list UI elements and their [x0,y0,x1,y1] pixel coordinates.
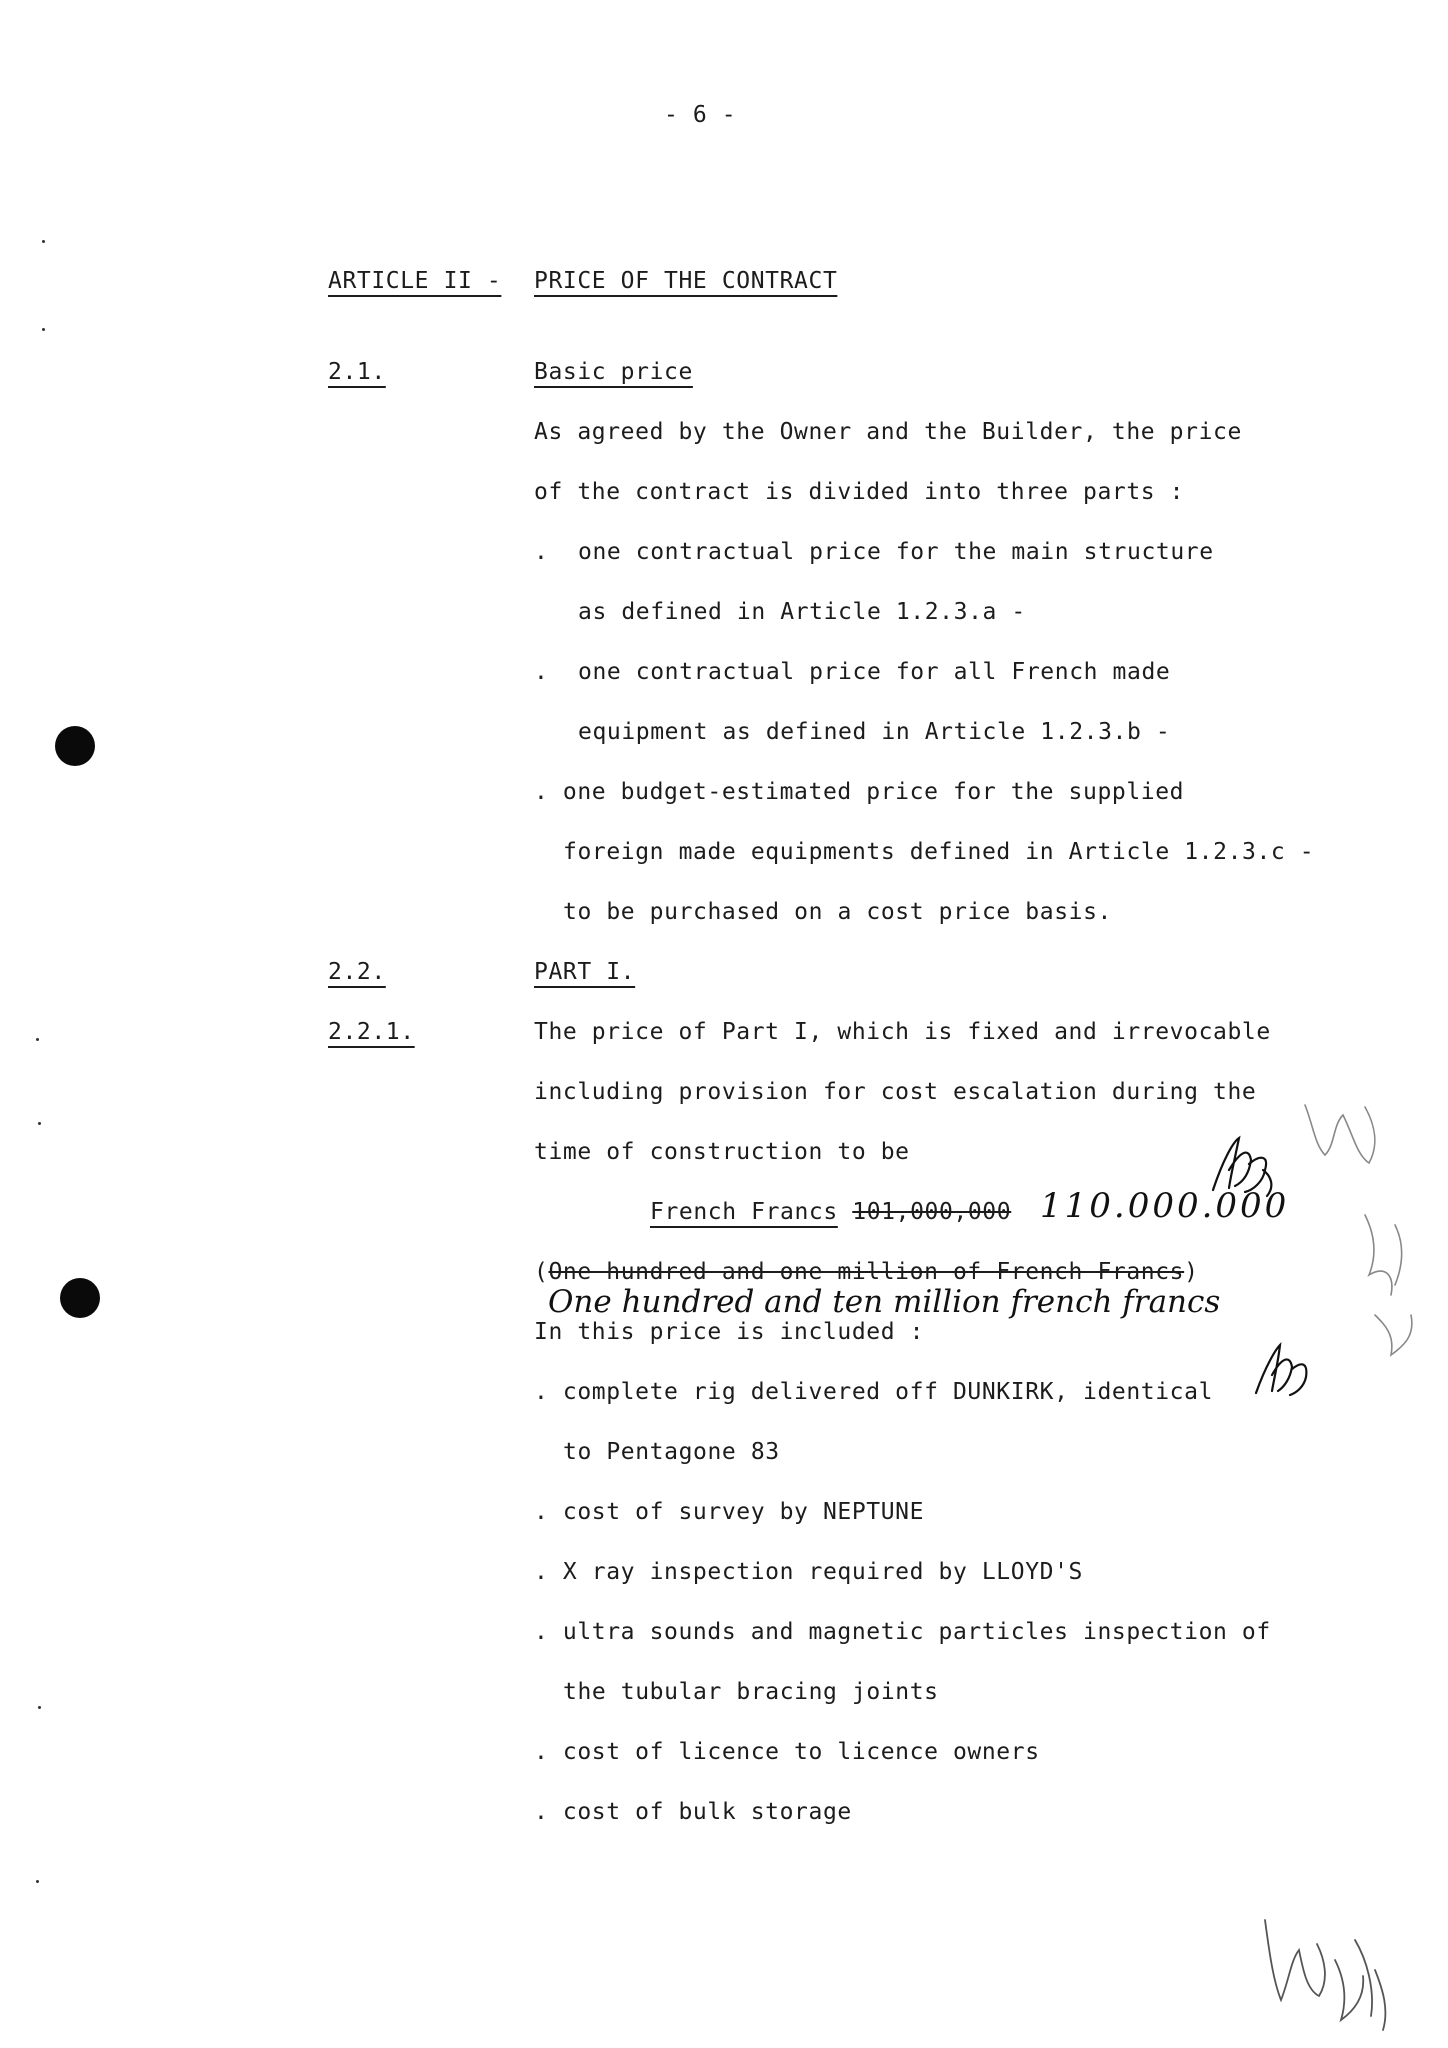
paragraph-line: time of construction to be [534,1139,910,1165]
included-item: . X ray inspection required by LLOYD'S [534,1559,1083,1585]
handwritten-initials [1250,1335,1320,1405]
corner-initials [1255,1900,1405,2040]
scan-speck [36,1038,39,1041]
scan-speck [42,240,45,243]
paragraph-line: of the contract is divided into three parts : [534,479,1185,505]
section-heading-basic-price: Basic price [534,359,693,385]
faint-paraph [1355,1205,1435,1365]
price-words-struck: One hundred and one million of French Francs [548,1259,1185,1285]
scan-speck [38,1122,41,1125]
bullet-line: one contractual price for the main structure [578,539,1214,565]
paragraph-line: including provision for cost escalation during the [534,1079,1257,1105]
section-number-2-2: 2.2. [328,959,386,985]
bullet-line: one contractual price for all French made [578,659,1171,685]
price-struck: 101,000,000 [852,1199,1012,1225]
bullet-line: foreign made equipments defined in Article 1.2.3.c - [563,839,1315,865]
scan-speck [42,328,45,331]
scan-speck [36,1880,39,1883]
bullet-line: as defined in Article 1.2.3.a - [578,599,1026,625]
price-label: French Francs [650,1199,838,1225]
page-number: - 6 - [664,102,737,128]
handwritten-initials [1205,1130,1285,1200]
bullet-dot: . [534,659,549,685]
included-item: . cost of survey by NEPTUNE [534,1499,925,1525]
paragraph-line: The price of Part I, which is fixed and irrevocable [534,1019,1271,1045]
faint-paraph [1295,1085,1390,1180]
paren-close: ) [1184,1259,1199,1285]
bullet-line: to be purchased on a cost price basis. [563,899,1112,925]
price-handwritten: 110.000.000 [1040,1186,1290,1226]
price-words-line [534,1257,1199,1287]
included-item: to Pentagone 83 [563,1439,780,1465]
section-number-2-2-1: 2.2.1. [328,1019,415,1045]
bullet-dot: . [534,539,549,565]
punch-hole-bottom [60,1278,100,1318]
bullet-line: equipment as defined in Article 1.2.3.b - [578,719,1171,745]
price-words-handwritten: One hundred and ten million french francs [548,1284,1221,1320]
article-number: ARTICLE II - [328,268,502,294]
paren-open: ( [534,1259,549,1285]
included-item: . ultra sounds and magnetic particles inspection of [534,1619,1271,1645]
included-item: . cost of bulk storage [534,1799,852,1825]
scan-speck [38,1706,41,1709]
paragraph-line: As agreed by the Owner and the Builder, the price [534,419,1242,445]
bullet-line: . one budget-estimated price for the supplied [534,779,1185,805]
section-number-2-1: 2.1. [328,359,386,385]
included-item: . complete rig delivered off DUNKIRK, identical [534,1379,1214,1405]
included-intro: In this price is included : [534,1319,925,1345]
section-heading-part-i: PART I. [534,959,636,985]
included-item: the tubular bracing joints [563,1679,939,1705]
included-item: . cost of licence to licence owners [534,1739,1040,1765]
punch-hole-top [55,726,95,766]
article-title: PRICE OF THE CONTRACT [534,268,838,294]
price-line [650,1197,1011,1227]
